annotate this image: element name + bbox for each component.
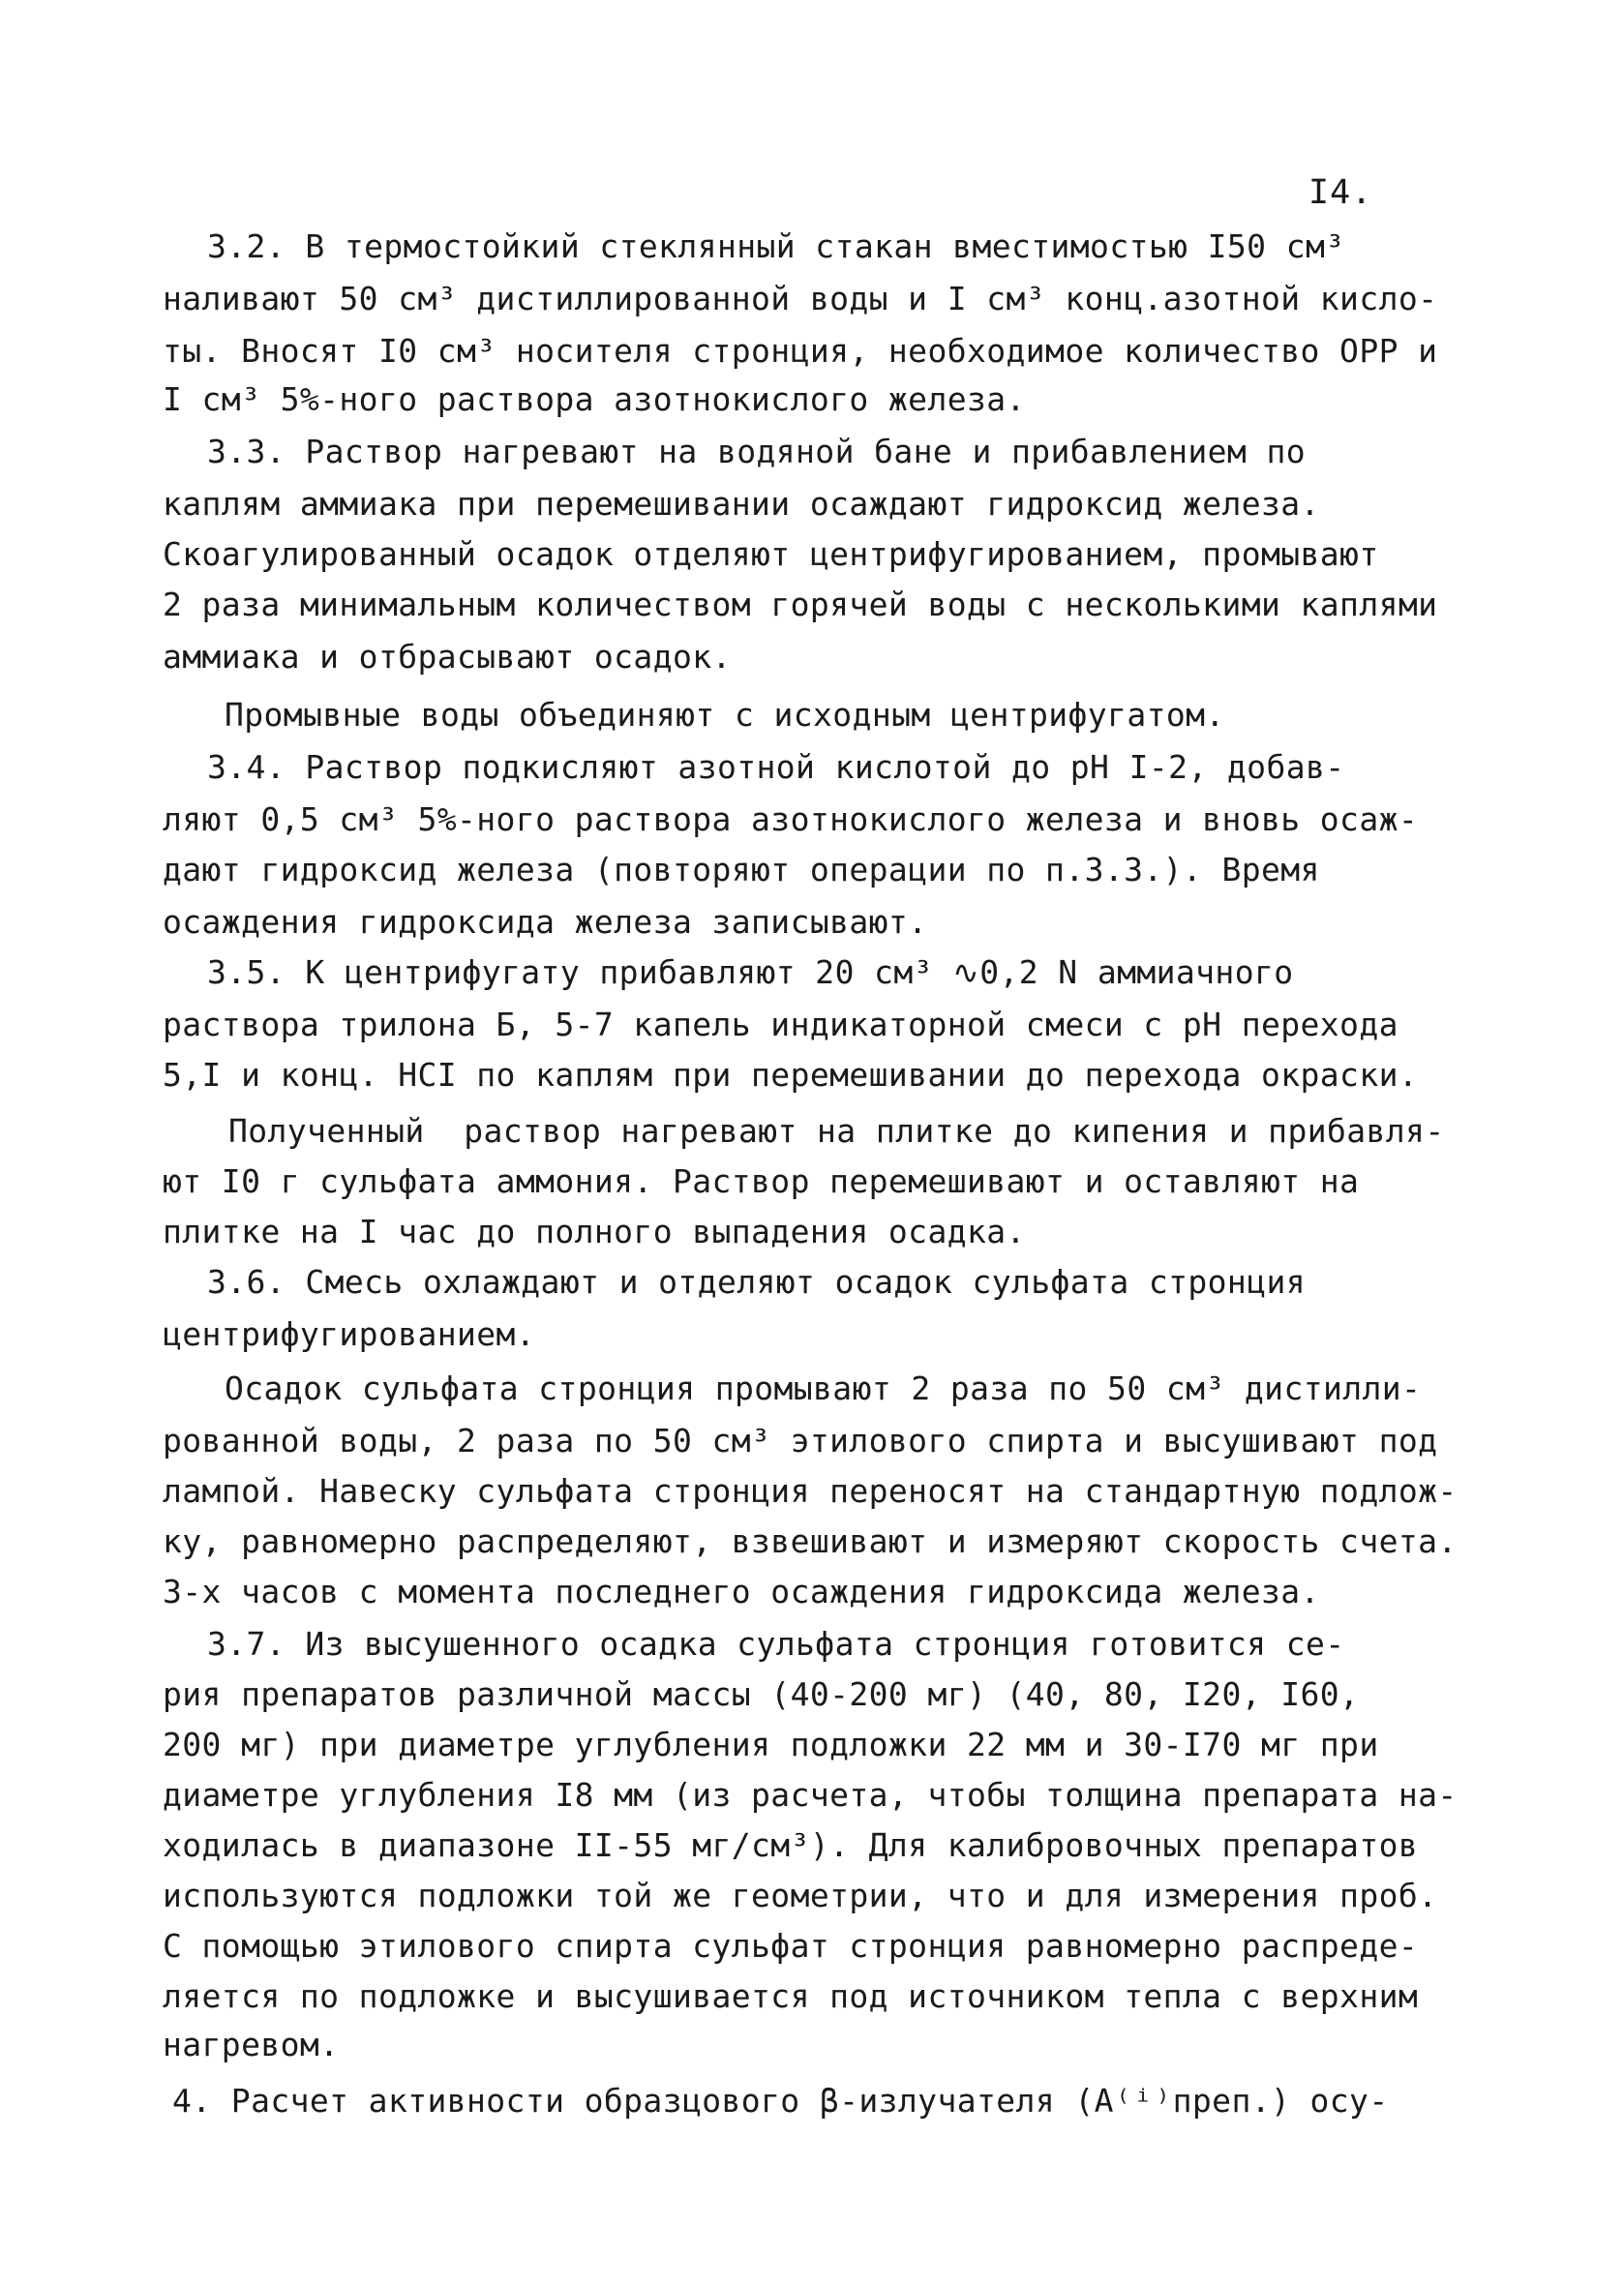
text-line: осаждения гидроксида железа записывают. xyxy=(163,903,928,941)
text-line: рия препаратов различной массы (40-200 мг) (40, 80, I20, I60, xyxy=(163,1675,1360,1713)
text-line: С помощью этилового спирта сульфат стронция равномерно распреде- xyxy=(163,1927,1419,1965)
text-line: 3.3. Раствор нагревают на водяной бане и прибавлением по xyxy=(207,433,1306,470)
text-line: ляют 0,5 см³ 5%-ного раствора азотнокислого железа и вновь осаж- xyxy=(163,800,1419,838)
text-line: 3.5. К центрифугату прибавляют 20 см³ ∿0,2 N аммиачного xyxy=(207,953,1294,991)
text-line: Промывные воды объединяют с исходным центрифугатом. xyxy=(225,696,1225,734)
text-line: диаметре углубления I8 мм (из расчета, чтобы толщина препарата на- xyxy=(163,1776,1458,1814)
text-line: Полученный раствор нагревают на плитке до кипения и прибавля- xyxy=(228,1112,1445,1150)
text-line: аммиака и отбрасывают осадок. xyxy=(163,638,732,676)
text-line: плитке на I час до полного выпадения осадка. xyxy=(163,1213,1026,1250)
text-line: ют I0 г сульфата аммония. Раствор перемешивают и оставляют на xyxy=(163,1162,1360,1200)
text-line: 3.4. Раствор подкисляют азотной кислотой до pH I-2, добав- xyxy=(207,748,1345,786)
text-line: рованной воды, 2 раза по 50 см³ этилового спирта и высушивают под xyxy=(163,1422,1438,1459)
text-line: ты. Вносят I0 см³ носителя стронция, необходимое количество ОРР и xyxy=(163,332,1438,370)
text-line: 5,I и конц. HCI по каплям при перемешивании до перехода окраски. xyxy=(163,1056,1419,1094)
text-line: центрифугированием. xyxy=(163,1315,536,1353)
text-line: наливают 50 см³ дистиллированной воды и I см³ конц.азотной кисло- xyxy=(163,280,1438,317)
text-line: лампой. Навеску сульфата стронция переносят на стандартную подлож- xyxy=(163,1472,1458,1510)
text-line: ляется по подложке и высушивается под источником тепла с верхним xyxy=(163,1977,1419,2015)
text-line: I см³ 5%-ного раствора азотнокислого железа. xyxy=(163,380,1026,418)
text-line: ходилась в диапазоне II-55 мг/см³). Для калибровочных препаратов xyxy=(163,1826,1419,1864)
text-line: 3.2. В термостойкий стеклянный стакан вместимостью I50 см³ xyxy=(207,227,1345,265)
text-line: 200 мг) при диаметре углубления подложки 22 мм и 30-I70 мг при xyxy=(163,1726,1379,1763)
page-number: I4. xyxy=(1308,173,1373,212)
text-line: раствора трилона Б, 5-7 капель индикаторной смеси с pH перехода xyxy=(163,1006,1398,1043)
text-line: 2 раза минимальным количеством горячей воды с несколькими каплями xyxy=(163,586,1438,623)
text-line: 4. Расчет активности образцового β-излучателя (A⁽ⁱ⁾преп.) осу- xyxy=(172,2082,1389,2120)
text-line: 3-х часов с момента последнего осаждения гидроксида железа. xyxy=(163,1573,1320,1610)
text-line: используются подложки той же геометрии, что и для измерения проб. xyxy=(163,1877,1438,1914)
text-line: Осадок сульфата стронция промывают 2 раза по 50 см³ дистилли- xyxy=(225,1369,1422,1407)
text-line: ку, равномерно распределяют, взвешивают и измеряют скорость счета. xyxy=(163,1522,1458,1560)
text-line: каплям аммиака при перемешивании осаждают гидроксид железа. xyxy=(163,485,1320,523)
text-line: 3.7. Из высушенного осадка сульфата стронция готовится се- xyxy=(207,1625,1345,1663)
text-line: Скоагулированный осадок отделяют центрифугированием, промывают xyxy=(163,535,1379,573)
text-line: 3.6. Смесь охлаждают и отделяют осадок сульфата стронция xyxy=(207,1263,1306,1301)
text-line: дают гидроксид железа (повторяют операции по п.3.3.). Время xyxy=(163,851,1320,888)
text-line: нагревом. xyxy=(163,2026,340,2063)
